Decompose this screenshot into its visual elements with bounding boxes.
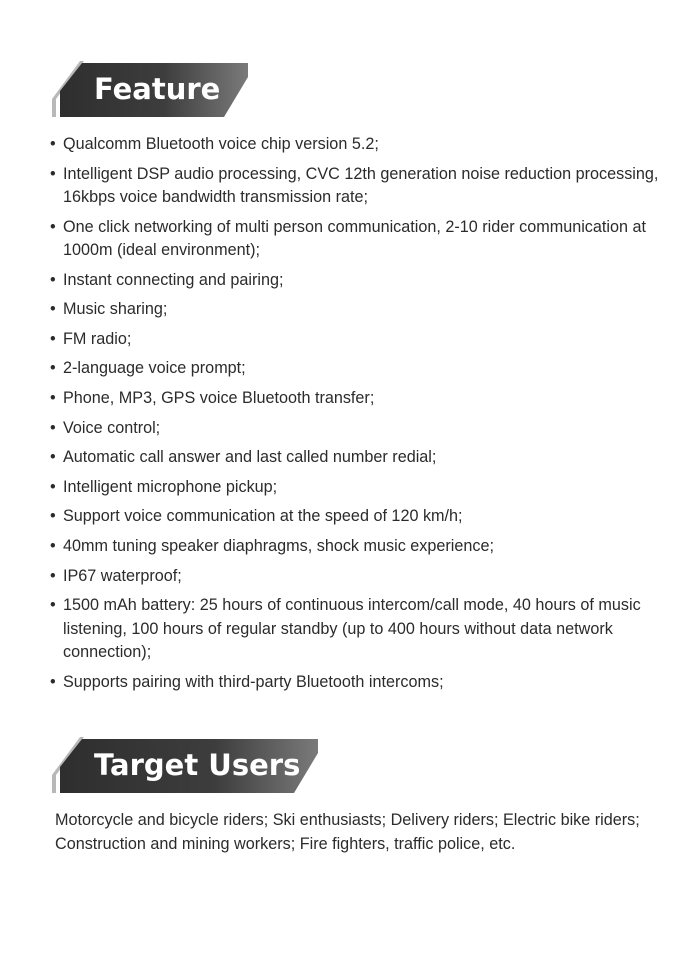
feature-list-item <box>48 387 660 410</box>
feature-list-item <box>48 565 660 588</box>
feature-section-header <box>52 61 248 117</box>
bullet-icon: • <box>50 448 56 467</box>
feature-item-text: Intelligent microphone pickup; <box>63 477 278 496</box>
feature-list-item <box>48 163 660 210</box>
bullet-icon: • <box>50 418 56 437</box>
feature-list-item <box>48 357 660 380</box>
bullet-icon: • <box>50 135 56 153</box>
bullet-icon: • <box>50 566 56 585</box>
bullet-icon: • <box>50 477 56 496</box>
bullet-icon: • <box>50 270 56 289</box>
feature-list-item <box>48 216 660 263</box>
feature-item-text: IP67 waterproof; <box>63 566 182 585</box>
feature-item-text: Instant connecting and pairing; <box>63 270 284 289</box>
feature-list-item <box>48 594 660 664</box>
feature-list <box>48 133 660 700</box>
bullet-icon: • <box>50 536 56 555</box>
feature-item-text: Music sharing; <box>63 300 168 319</box>
bullet-icon: • <box>50 388 56 407</box>
bullet-icon: • <box>50 507 56 526</box>
bullet-icon: • <box>50 217 56 236</box>
feature-item-text: Phone, MP3, GPS voice Bluetooth transfer; <box>63 388 375 407</box>
bullet-icon: • <box>50 164 56 183</box>
feature-list-item <box>48 535 660 558</box>
target-users-text: Motorcycle and bicycle riders; Ski enthusiasts; Delivery riders; Electric bike riders; Construction and mining workers; Fire fighters, traffic police, etc. <box>55 811 640 854</box>
target-users-section-header <box>52 737 318 793</box>
feature-item-text: 2-language voice prompt; <box>63 359 246 378</box>
feature-item-text: Automatic call answer and last called number redial; <box>63 448 437 467</box>
feature-list-item <box>48 671 660 694</box>
feature-item-text: Intelligent DSP audio processing, CVC 12th generation noise reduction processing, 16kbps voice bandwidth transmission rate; <box>63 164 659 206</box>
feature-item-text: Qualcomm Bluetooth voice chip version 5.2; <box>63 135 379 153</box>
feature-item-text: 40mm tuning speaker diaphragms, shock music experience; <box>63 536 494 555</box>
feature-list-item <box>48 298 660 321</box>
bullet-icon: • <box>50 300 56 319</box>
feature-list-item <box>48 269 660 292</box>
bullet-icon: • <box>50 596 56 615</box>
feature-item-text: Voice control; <box>63 418 161 437</box>
feature-item-text: One click networking of multi person communication, 2-10 rider communication at 1000m (ideal environment); <box>63 217 647 259</box>
feature-list-item <box>48 505 660 528</box>
bullet-icon: • <box>50 359 56 378</box>
feature-item-text: Support voice communication at the speed of 120 km/h; <box>63 507 463 526</box>
feature-list-item <box>48 328 660 351</box>
feature-list-item <box>48 133 660 156</box>
feature-list-item <box>48 417 660 440</box>
feature-item-text: Supports pairing with third-party Bluetooth intercoms; <box>63 672 444 691</box>
bullet-icon: • <box>50 329 56 348</box>
feature-item-text: 1500 mAh battery: 25 hours of continuous intercom/call mode, 40 hours of music listening, 100 hours of regular standby (up to 400 hours without data network connection); <box>63 596 641 661</box>
bullet-icon: • <box>50 672 56 691</box>
feature-list-item <box>48 446 660 469</box>
feature-title: Feature <box>94 72 221 106</box>
target-users-title: Target Users <box>94 748 301 782</box>
feature-item-text: FM radio; <box>63 329 132 348</box>
feature-list-item <box>48 476 660 499</box>
